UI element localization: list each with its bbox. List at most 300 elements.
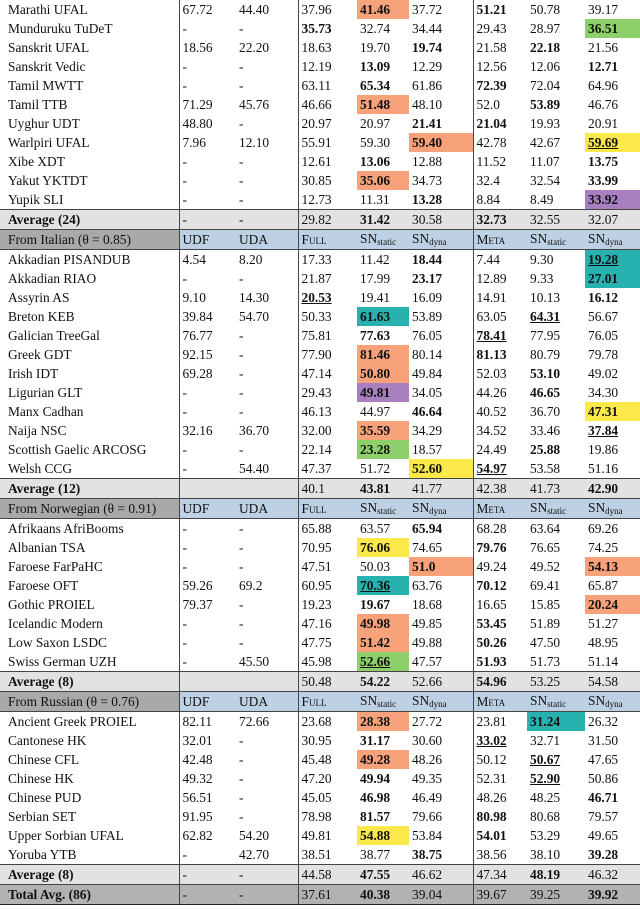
cell-text: 48.19 xyxy=(530,866,561,882)
value-cell xyxy=(473,538,527,557)
cell-text: 79.37 xyxy=(182,596,213,612)
cell-text: SN xyxy=(360,693,378,708)
value-cell xyxy=(473,769,527,788)
value-cell xyxy=(585,95,640,114)
value-cell xyxy=(473,421,527,440)
row-label-cell xyxy=(0,326,179,345)
value-cell xyxy=(527,672,585,692)
table-row xyxy=(0,307,640,326)
row-label-cell xyxy=(0,307,179,326)
cell-text: SN xyxy=(412,500,430,515)
cell-text: - xyxy=(182,270,187,286)
cell-text: 18.57 xyxy=(412,441,443,457)
table-row xyxy=(0,38,640,57)
value-cell xyxy=(409,459,473,479)
value-cell xyxy=(179,152,236,171)
value-cell xyxy=(585,557,640,576)
value-cell xyxy=(298,230,357,250)
value-cell xyxy=(236,692,298,712)
value-cell xyxy=(179,750,236,769)
value-cell xyxy=(409,190,473,210)
cell-text: 23.68 xyxy=(301,713,332,729)
value-cell xyxy=(179,499,236,519)
cell-text: - xyxy=(182,615,187,631)
value-cell xyxy=(357,885,409,905)
cell-subscript: dyna xyxy=(605,699,623,709)
table-row xyxy=(0,769,640,788)
value-cell xyxy=(585,230,640,250)
value-cell xyxy=(357,519,409,539)
table-row xyxy=(0,326,640,345)
value-cell xyxy=(298,402,357,421)
value-cell xyxy=(585,845,640,865)
cell-text: 51.0 xyxy=(412,558,436,574)
table-row xyxy=(0,750,640,769)
cell-text: 46.64 xyxy=(412,403,443,419)
cell-text: 74.25 xyxy=(588,539,619,555)
value-cell xyxy=(179,326,236,345)
value-cell xyxy=(236,652,298,672)
row-label-cell xyxy=(0,557,179,576)
cell-text: 54.40 xyxy=(239,460,270,476)
value-cell xyxy=(179,307,236,326)
cell-text: 52.60 xyxy=(412,460,443,476)
value-cell xyxy=(409,519,473,539)
value-cell xyxy=(527,76,585,95)
cell-text: 78.41 xyxy=(476,327,507,343)
section-header-row xyxy=(0,692,640,712)
value-cell xyxy=(527,210,585,230)
cell-text: 26.32 xyxy=(588,713,619,729)
cell-text: 54.20 xyxy=(239,827,270,843)
value-cell xyxy=(298,459,357,479)
value-cell xyxy=(473,288,527,307)
value-cell xyxy=(298,595,357,614)
cell-text: 52.31 xyxy=(476,770,507,786)
average-row xyxy=(0,210,640,230)
cell-text: 65.88 xyxy=(301,520,332,536)
value-cell xyxy=(585,76,640,95)
value-cell xyxy=(298,440,357,459)
cell-text: 44.97 xyxy=(360,403,391,419)
value-cell xyxy=(179,538,236,557)
cell-text: 16.65 xyxy=(476,596,507,612)
row-label-cell xyxy=(0,692,179,712)
cell-text: 12.19 xyxy=(301,58,332,74)
value-cell xyxy=(473,402,527,421)
value-cell xyxy=(473,152,527,171)
value-cell xyxy=(357,345,409,364)
table-row xyxy=(0,288,640,307)
table-row xyxy=(0,190,640,210)
value-cell xyxy=(527,288,585,307)
value-cell xyxy=(236,402,298,421)
cell-text: 4.54 xyxy=(182,251,206,267)
value-cell xyxy=(357,750,409,769)
cell-text: 32.16 xyxy=(182,422,213,438)
value-cell xyxy=(357,250,409,270)
cell-text: - xyxy=(182,211,187,227)
cell-text: 39.67 xyxy=(476,886,507,902)
value-cell xyxy=(298,345,357,364)
row-label-cell xyxy=(0,364,179,383)
value-cell xyxy=(409,557,473,576)
row-label-cell xyxy=(0,250,179,270)
table-row xyxy=(0,269,640,288)
cell-text: - xyxy=(239,327,244,343)
cell-text: 72.66 xyxy=(239,713,270,729)
cell-text: 29.43 xyxy=(301,384,332,400)
cell-text: 16.09 xyxy=(412,289,443,305)
cell-text: - xyxy=(239,346,244,362)
value-cell xyxy=(585,114,640,133)
cell-text: 46.98 xyxy=(360,789,391,805)
cell-text: - xyxy=(239,172,244,188)
value-cell xyxy=(357,76,409,95)
cell-text: - xyxy=(239,751,244,767)
value-cell xyxy=(409,307,473,326)
cell-text: SN xyxy=(412,693,430,708)
row-label-cell xyxy=(0,269,179,288)
cell-text: 33.99 xyxy=(588,172,619,188)
value-cell xyxy=(179,769,236,788)
cell-text: 34.29 xyxy=(412,422,443,438)
cell-text: 49.94 xyxy=(360,770,391,786)
cell-text: 50.33 xyxy=(301,308,332,324)
value-cell xyxy=(473,114,527,133)
cell-text: 32.73 xyxy=(476,211,507,227)
row-label-cell xyxy=(0,459,179,479)
cell-text: 47.57 xyxy=(412,653,443,669)
cell-text: 22.18 xyxy=(530,39,561,55)
value-cell xyxy=(298,652,357,672)
value-cell xyxy=(473,807,527,826)
value-cell xyxy=(179,788,236,807)
cell-text: 19.23 xyxy=(301,596,332,612)
cell-text: Average (8) xyxy=(8,866,74,882)
value-cell xyxy=(585,692,640,712)
value-cell xyxy=(473,519,527,539)
row-label-cell xyxy=(0,190,179,210)
cell-text: 49.85 xyxy=(412,615,443,631)
value-cell xyxy=(409,731,473,750)
cell-text: 20.91 xyxy=(588,115,619,131)
cell-text: 48.95 xyxy=(588,634,619,650)
cell-text: - xyxy=(239,153,244,169)
cell-text: 49.65 xyxy=(588,827,619,843)
value-cell xyxy=(357,769,409,788)
cell-text: 7.44 xyxy=(476,251,500,267)
value-cell xyxy=(409,152,473,171)
cell-subscript: static xyxy=(547,699,567,709)
cell-text: 78.98 xyxy=(301,808,332,824)
value-cell xyxy=(179,114,236,133)
value-cell xyxy=(236,459,298,479)
cell-text: 56.51 xyxy=(182,789,213,805)
cell-text: 30.95 xyxy=(301,732,332,748)
value-cell xyxy=(473,633,527,652)
cell-text: 76.05 xyxy=(412,327,443,343)
cell-text: - xyxy=(182,172,187,188)
cell-text: 80.68 xyxy=(530,808,561,824)
cell-text: 47.65 xyxy=(588,751,619,767)
cell-text: 38.56 xyxy=(476,846,507,862)
value-cell xyxy=(357,712,409,732)
row-label-cell xyxy=(0,479,179,499)
row-label-cell xyxy=(0,152,179,171)
cell-text: 50.67 xyxy=(530,751,561,767)
value-cell xyxy=(357,731,409,750)
cell-subscript: static xyxy=(547,506,567,516)
value-cell xyxy=(473,76,527,95)
value-cell xyxy=(473,750,527,769)
value-cell xyxy=(473,0,527,19)
value-cell xyxy=(179,288,236,307)
row-label-cell xyxy=(0,38,179,57)
value-cell xyxy=(357,210,409,230)
value-cell xyxy=(179,692,236,712)
cell-text: 75.81 xyxy=(301,327,332,343)
cell-text: 13.06 xyxy=(360,153,391,169)
value-cell xyxy=(298,865,357,885)
cell-text: 38.75 xyxy=(412,846,443,862)
cell-text: 36.51 xyxy=(588,20,619,36)
value-cell xyxy=(357,826,409,845)
cell-subscript: static xyxy=(547,237,567,247)
value-cell xyxy=(298,769,357,788)
table-row xyxy=(0,0,640,19)
cell-text: 23.28 xyxy=(360,441,391,457)
cell-text: Full xyxy=(301,500,327,516)
cell-text: - xyxy=(182,441,187,457)
cell-text: 54.58 xyxy=(588,673,619,689)
cell-text: Ancient Greek PROIEL xyxy=(8,713,137,729)
value-cell xyxy=(473,383,527,402)
value-cell xyxy=(298,0,357,19)
cell-text: 60.95 xyxy=(301,577,332,593)
cell-text: 17.33 xyxy=(301,251,332,267)
row-label-cell xyxy=(0,402,179,421)
row-label-cell xyxy=(0,114,179,133)
row-label-cell xyxy=(0,345,179,364)
value-cell xyxy=(236,672,298,692)
value-cell xyxy=(409,614,473,633)
row-label-cell xyxy=(0,133,179,152)
value-cell xyxy=(527,845,585,865)
cell-text: Chinese CFL xyxy=(8,751,80,767)
value-cell xyxy=(409,210,473,230)
row-label-cell xyxy=(0,57,179,76)
value-cell xyxy=(179,38,236,57)
cell-text: 21.87 xyxy=(301,270,332,286)
value-cell xyxy=(527,885,585,905)
value-cell xyxy=(298,807,357,826)
cell-text: 49.28 xyxy=(360,751,391,767)
cell-text: 52.0 xyxy=(476,96,500,112)
value-cell xyxy=(179,595,236,614)
cell-text: SN xyxy=(530,500,548,515)
cell-text: 39.17 xyxy=(588,1,619,17)
value-cell xyxy=(473,788,527,807)
cell-text: 28.38 xyxy=(360,713,391,729)
value-cell xyxy=(179,345,236,364)
value-cell xyxy=(236,885,298,905)
value-cell xyxy=(409,692,473,712)
value-cell xyxy=(527,421,585,440)
cell-text: 39.04 xyxy=(412,886,443,902)
cell-text: 50.26 xyxy=(476,634,507,650)
cell-text: 18.63 xyxy=(301,39,332,55)
cell-text: 53.45 xyxy=(476,615,507,631)
value-cell xyxy=(527,712,585,732)
cell-text: 48.80 xyxy=(182,115,213,131)
value-cell xyxy=(357,38,409,57)
table-row xyxy=(0,383,640,402)
cell-text: - xyxy=(239,539,244,555)
value-cell xyxy=(409,421,473,440)
cell-text: 12.89 xyxy=(476,270,507,286)
cell-text: 50.12 xyxy=(476,751,507,767)
value-cell xyxy=(179,76,236,95)
cell-text: Faroese FarPaHC xyxy=(8,558,103,574)
value-cell xyxy=(527,326,585,345)
value-cell xyxy=(357,499,409,519)
cell-text: 49.81 xyxy=(360,384,391,400)
cell-text: 51.72 xyxy=(360,460,391,476)
value-cell xyxy=(585,826,640,845)
cell-text: 49.88 xyxy=(412,634,443,650)
value-cell xyxy=(527,519,585,539)
cell-text: 38.10 xyxy=(530,846,561,862)
cell-text: 62.82 xyxy=(182,827,213,843)
table-row xyxy=(0,345,640,364)
value-cell xyxy=(298,750,357,769)
cell-text: 39.84 xyxy=(182,308,213,324)
table-row xyxy=(0,95,640,114)
cell-text: - xyxy=(239,384,244,400)
cell-text: - xyxy=(182,153,187,169)
value-cell xyxy=(179,826,236,845)
cell-text: 36.70 xyxy=(239,422,270,438)
cell-text: 40.1 xyxy=(301,480,325,496)
row-label-cell xyxy=(0,421,179,440)
cell-text: 53.89 xyxy=(530,96,561,112)
cell-text: 18.44 xyxy=(412,251,443,267)
cell-text: From Italian (θ = 0.85) xyxy=(8,231,131,247)
value-cell xyxy=(585,885,640,905)
value-cell xyxy=(298,519,357,539)
cell-text: 50.86 xyxy=(588,770,619,786)
cell-text: 30.60 xyxy=(412,732,443,748)
cell-text: 47.34 xyxy=(476,866,507,882)
cell-text: 14.30 xyxy=(239,289,270,305)
cell-text: 39.92 xyxy=(588,886,619,902)
cell-text: 46.13 xyxy=(301,403,332,419)
cell-text: 19.70 xyxy=(360,39,391,55)
cell-text: 76.05 xyxy=(588,327,619,343)
value-cell xyxy=(585,383,640,402)
row-label-cell xyxy=(0,538,179,557)
cell-text: 65.87 xyxy=(588,577,619,593)
value-cell xyxy=(357,576,409,595)
cell-text: - xyxy=(239,365,244,381)
cell-text: 34.73 xyxy=(412,172,443,188)
value-cell xyxy=(236,479,298,499)
value-cell xyxy=(527,557,585,576)
table-row xyxy=(0,440,640,459)
cell-text: 79.66 xyxy=(412,808,443,824)
value-cell xyxy=(179,190,236,210)
cell-text: Breton KEB xyxy=(8,308,75,324)
cell-text: 79.78 xyxy=(588,346,619,362)
value-cell xyxy=(179,845,236,865)
value-cell xyxy=(179,269,236,288)
cell-text: - xyxy=(182,384,187,400)
cell-text: 56.67 xyxy=(588,308,619,324)
value-cell xyxy=(357,557,409,576)
value-cell xyxy=(527,364,585,383)
value-cell xyxy=(298,133,357,152)
value-cell xyxy=(179,614,236,633)
cell-text: 49.84 xyxy=(412,365,443,381)
cell-text: Afrikaans AfriBooms xyxy=(8,520,124,536)
value-cell xyxy=(527,499,585,519)
value-cell xyxy=(585,538,640,557)
cell-text: 22.20 xyxy=(239,39,270,55)
cell-text: 64.96 xyxy=(588,77,619,93)
value-cell xyxy=(236,712,298,732)
cell-text: 50.80 xyxy=(360,365,391,381)
value-cell xyxy=(473,595,527,614)
value-cell xyxy=(585,672,640,692)
cell-text: Cantonese HK xyxy=(8,732,87,748)
value-cell xyxy=(585,171,640,190)
cell-text: 68.28 xyxy=(476,520,507,536)
cell-text: 63.76 xyxy=(412,577,443,593)
row-label-cell xyxy=(0,731,179,750)
value-cell xyxy=(527,788,585,807)
value-cell xyxy=(298,576,357,595)
row-label-cell xyxy=(0,807,179,826)
value-cell xyxy=(179,171,236,190)
cell-text: 63.64 xyxy=(530,520,561,536)
value-cell xyxy=(473,557,527,576)
cell-text: SN xyxy=(360,500,378,515)
table-row xyxy=(0,76,640,95)
value-cell xyxy=(585,652,640,672)
value-cell xyxy=(236,0,298,19)
cell-text: 18.56 xyxy=(182,39,213,55)
cell-text: 79.57 xyxy=(588,808,619,824)
value-cell xyxy=(298,692,357,712)
value-cell xyxy=(409,652,473,672)
cell-text: 29.82 xyxy=(301,211,332,227)
value-cell xyxy=(409,171,473,190)
value-cell xyxy=(357,114,409,133)
cell-text: 20.53 xyxy=(301,289,332,305)
value-cell xyxy=(473,190,527,210)
value-cell xyxy=(357,595,409,614)
cell-text: 34.30 xyxy=(588,384,619,400)
cell-text: Serbian SET xyxy=(8,808,77,824)
value-cell xyxy=(409,0,473,19)
cell-text: 51.93 xyxy=(476,653,507,669)
average-row xyxy=(0,865,640,885)
value-cell xyxy=(585,0,640,19)
value-cell xyxy=(236,614,298,633)
value-cell xyxy=(236,269,298,288)
table-row xyxy=(0,19,640,38)
